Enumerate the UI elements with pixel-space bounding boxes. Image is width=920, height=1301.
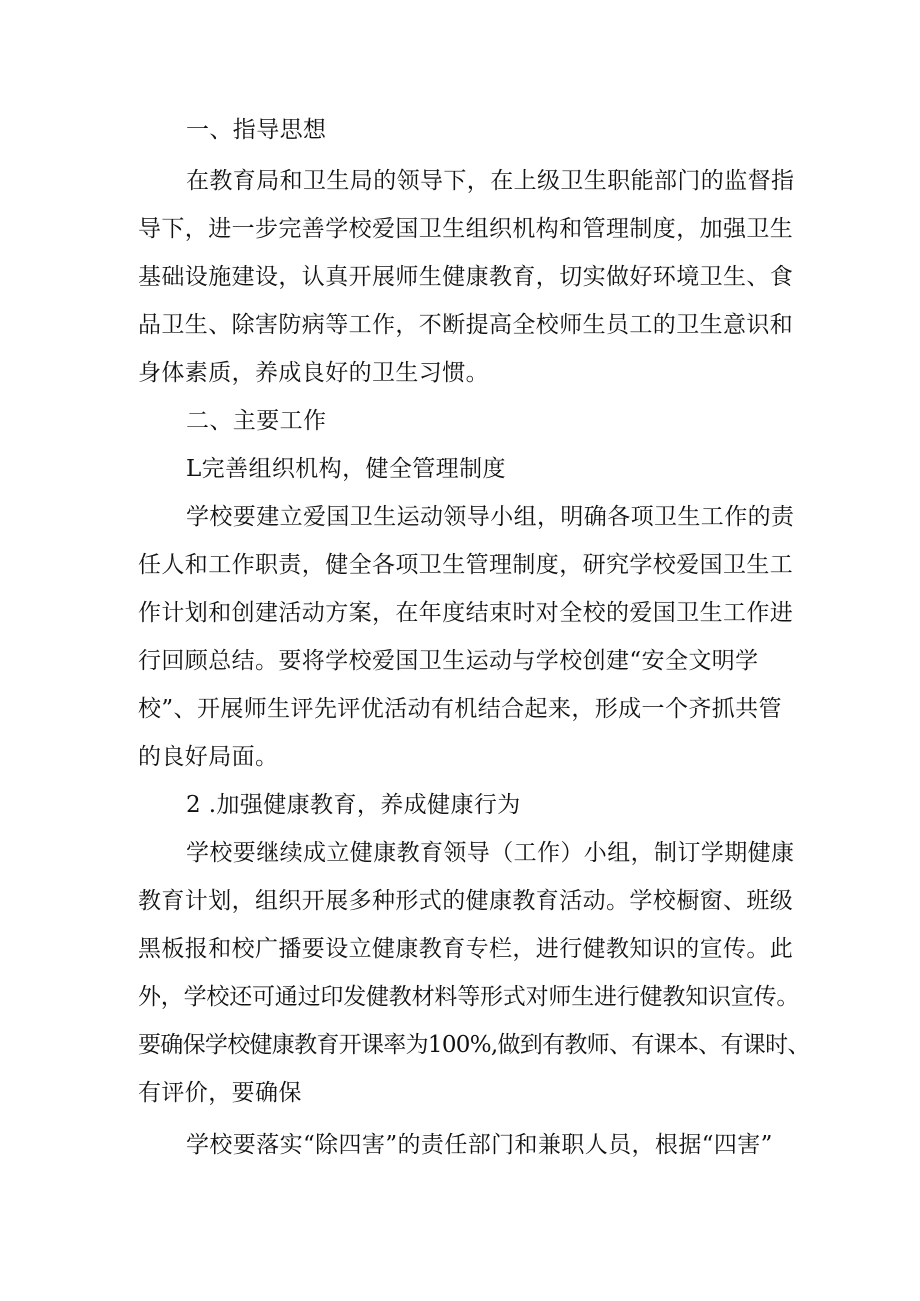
paragraph-line: 外，学校还可通过印发健教材料等形式对师生进行健教知识宣传。 — [138, 984, 800, 1010]
paragraph-line: 学校要建立爱国卫生运动领导小组，明确各项卫生工作的责 — [186, 504, 795, 530]
paragraph-line: 要确保学校健康教育开课率为100%,做到有教师、有课本、有课时、 — [138, 1032, 810, 1058]
paragraph-line: 导下，进一步完善学校爱国卫生组织机构和管理制度，加强卫生 — [138, 216, 794, 242]
paragraph-line: 学校要继续成立健康教育领导（工作）小组，制订学期健康 — [186, 840, 795, 866]
paragraph-line: 任人和工作职责，健全各项卫生管理制度，研究学校爱国卫生工 — [138, 552, 794, 578]
paragraph-line: 学校要落实“除四害”的责任部门和兼职人员，根据“四害” — [186, 1132, 773, 1158]
paragraph-line: 黑板报和校广播要设立健康教育专栏，进行健教知识的宣传。此 — [138, 936, 794, 962]
paragraph-line: 教育计划，组织开展多种形式的健康教育活动。学校橱窗、班级 — [138, 888, 794, 914]
paragraph-line: 基础设施建设，认真开展师生健康教育，切实做好环境卫生、食 — [138, 264, 794, 290]
paragraph-line: 的良好局面。 — [138, 744, 279, 770]
heading-guiding-thought: 一、指导思想 — [186, 117, 327, 143]
subheading-organization: L完善组织机构，健全管理制度 — [186, 456, 506, 482]
paragraph-line: 在教育局和卫生局的领导下，在上级卫生职能部门的监督指 — [186, 168, 795, 194]
heading-main-work: 二、主要工作 — [186, 408, 327, 434]
paragraph-line: 作计划和创建活动方案，在年度结束时对全校的爱国卫生工作进 — [138, 600, 794, 626]
paragraph-line: 有评价，要确保 — [138, 1080, 302, 1106]
paragraph-line: 校”、开展师生评先评优活动有机结合起来，形成一个齐抓共管 — [138, 696, 782, 722]
subheading-health-education: 2 .加强健康教育，养成健康行为 — [186, 792, 521, 818]
paragraph-line: 身体素质，养成良好的卫生习惯。 — [138, 360, 489, 386]
paragraph-line: 品卫生、除害防病等工作，不断提高全校师生员工的卫生意识和 — [138, 312, 794, 338]
paragraph-line: 行回顾总结。要将学校爱国卫生运动与学校创建“安全文明学 — [138, 648, 759, 674]
